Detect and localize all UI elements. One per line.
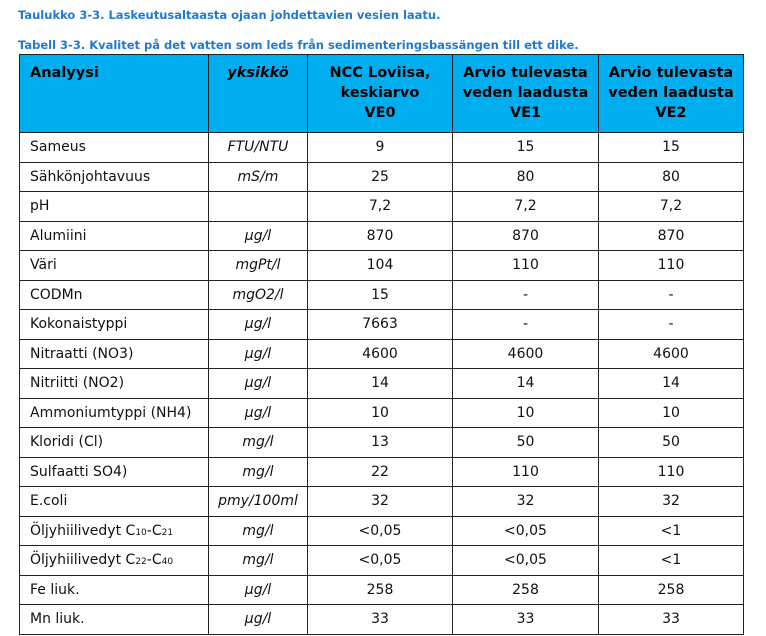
cell-ve0: 870 bbox=[308, 221, 453, 251]
cell-ve0: 104 bbox=[308, 251, 453, 281]
cell-ve1: 15 bbox=[453, 133, 599, 163]
cell-ve2: 870 bbox=[599, 221, 744, 251]
table-row bbox=[20, 280, 744, 310]
cell-analysis-name bbox=[20, 516, 209, 546]
cell-unit: mg/l bbox=[209, 457, 308, 487]
cell-unit: µg/l bbox=[209, 310, 308, 340]
cell-ve1: 258 bbox=[453, 575, 599, 605]
cell-ve2: - bbox=[599, 280, 744, 310]
cell-ve2: <1 bbox=[599, 516, 744, 546]
cell-ve0: 22 bbox=[308, 457, 453, 487]
cell-ve1: - bbox=[453, 280, 599, 310]
cell-unit: µg/l bbox=[209, 398, 308, 428]
cell-ve1: - bbox=[453, 310, 599, 340]
cell-analysis-name: pH bbox=[20, 192, 209, 222]
header-ve1-line1: Arvio tulevasta bbox=[463, 65, 588, 81]
cell-ve0: <0,05 bbox=[308, 546, 453, 576]
cell-unit: FTU/NTU bbox=[209, 133, 308, 163]
table-caption-finnish: Taulukko 3-3. Laskeutusaltaasta ojaan johdettavien vesien laatu. bbox=[18, 8, 441, 22]
table-row bbox=[20, 398, 744, 428]
cell-ve2: 110 bbox=[599, 251, 744, 281]
table-row bbox=[20, 487, 744, 517]
header-unit: yksikkö bbox=[209, 55, 308, 133]
cell-ve0: <0,05 bbox=[308, 516, 453, 546]
table-row bbox=[20, 575, 744, 605]
cell-ve2: 32 bbox=[599, 487, 744, 517]
table-row bbox=[20, 428, 744, 458]
table-row bbox=[20, 546, 744, 576]
table-row bbox=[20, 516, 744, 546]
header-ve2-line3: VE2 bbox=[655, 105, 687, 121]
subscript: 10 bbox=[135, 527, 147, 538]
header-ve0 bbox=[308, 55, 453, 133]
cell-ve2: 14 bbox=[599, 369, 744, 399]
header-ve2-line2: veden laadusta bbox=[608, 85, 734, 101]
cell-unit: mg/l bbox=[209, 546, 308, 576]
table-row bbox=[20, 369, 744, 399]
cell-ve2: 7,2 bbox=[599, 192, 744, 222]
cell-unit: µg/l bbox=[209, 339, 308, 369]
cell-ve1: 870 bbox=[453, 221, 599, 251]
cell-ve0: 32 bbox=[308, 487, 453, 517]
cell-analysis-name: Nitraatti (NO3) bbox=[20, 339, 209, 369]
table-caption-swedish: Tabell 3-3. Kvalitet på det vatten som leds från sedimenteringsbassängen till ett dike. bbox=[18, 38, 579, 52]
cell-analysis-name: CODMn bbox=[20, 280, 209, 310]
cell-analysis-name: Kokonaistyppi bbox=[20, 310, 209, 340]
cell-analysis-name: E.coli bbox=[20, 487, 209, 517]
name-part: Öljyhiilivedyt C bbox=[30, 552, 136, 569]
water-quality-table bbox=[19, 54, 744, 635]
cell-ve0: 15 bbox=[308, 280, 453, 310]
table-row bbox=[20, 310, 744, 340]
table-row bbox=[20, 192, 744, 222]
cell-ve0: 33 bbox=[308, 605, 453, 635]
cell-ve2: <1 bbox=[599, 546, 744, 576]
cell-ve2: 33 bbox=[599, 605, 744, 635]
cell-unit bbox=[209, 192, 308, 222]
table-row bbox=[20, 457, 744, 487]
cell-ve2: 80 bbox=[599, 162, 744, 192]
cell-ve0: 9 bbox=[308, 133, 453, 163]
cell-analysis-name: Nitriitti (NO2) bbox=[20, 369, 209, 399]
header-ve1 bbox=[453, 55, 599, 133]
cell-ve0: 258 bbox=[308, 575, 453, 605]
cell-ve1: 10 bbox=[453, 398, 599, 428]
cell-ve2: 10 bbox=[599, 398, 744, 428]
cell-analysis-name: Alumiini bbox=[20, 221, 209, 251]
cell-ve0: 7663 bbox=[308, 310, 453, 340]
subscript: 40 bbox=[161, 557, 174, 568]
cell-analysis-name: Mn liuk. bbox=[20, 605, 209, 635]
name-part: Öljyhiilivedyt C bbox=[30, 522, 136, 539]
header-ve0-line2: keskiarvo bbox=[340, 85, 420, 101]
cell-analysis-name: Sulfaatti SO4) bbox=[20, 457, 209, 487]
cell-unit: pmy/100ml bbox=[209, 487, 308, 517]
header-ve0-line1: NCC Loviisa, bbox=[329, 65, 431, 81]
header-ve1-line3: VE1 bbox=[509, 105, 542, 121]
cell-ve1: 80 bbox=[453, 162, 599, 192]
table-row bbox=[20, 605, 744, 635]
cell-ve0: 10 bbox=[308, 398, 453, 428]
cell-ve1: 110 bbox=[453, 457, 599, 487]
cell-ve2: 4600 bbox=[599, 339, 744, 369]
cell-ve0: 13 bbox=[308, 428, 453, 458]
cell-ve1: 7,2 bbox=[453, 192, 599, 222]
cell-analysis-name: Ammoniumtyppi (NH4) bbox=[20, 398, 209, 428]
cell-ve2: 110 bbox=[599, 457, 744, 487]
name-part: -C bbox=[146, 552, 162, 569]
cell-analysis-name: Kloridi (Cl) bbox=[20, 428, 209, 458]
cell-ve1: 32 bbox=[453, 487, 599, 517]
cell-ve1: 14 bbox=[453, 369, 599, 399]
cell-ve0: 4600 bbox=[308, 339, 453, 369]
cell-ve0: 25 bbox=[308, 162, 453, 192]
cell-ve1: 110 bbox=[453, 251, 599, 281]
cell-unit: mS/m bbox=[209, 162, 308, 192]
cell-ve1: 50 bbox=[453, 428, 599, 458]
cell-ve0: 7,2 bbox=[308, 192, 453, 222]
table-header-row bbox=[20, 55, 744, 133]
cell-ve1: <0,05 bbox=[453, 516, 599, 546]
cell-unit: mgPt/l bbox=[209, 251, 308, 281]
cell-unit: mg/l bbox=[209, 516, 308, 546]
header-ve0-line3: VE0 bbox=[364, 105, 396, 121]
cell-ve2: - bbox=[599, 310, 744, 340]
cell-analysis-name: Väri bbox=[20, 251, 209, 281]
subscript: 22 bbox=[135, 557, 147, 568]
cell-unit: mgO2/l bbox=[209, 280, 308, 310]
header-ve1-line2: veden laadusta bbox=[462, 85, 589, 101]
cell-ve2: 50 bbox=[599, 428, 744, 458]
table-row bbox=[20, 133, 744, 163]
cell-ve1: 4600 bbox=[453, 339, 599, 369]
table-row bbox=[20, 162, 744, 192]
table-row bbox=[20, 339, 744, 369]
cell-ve1: 33 bbox=[453, 605, 599, 635]
header-analysis: Analyysi bbox=[20, 55, 209, 133]
cell-unit: µg/l bbox=[209, 605, 308, 635]
cell-ve2: 258 bbox=[599, 575, 744, 605]
cell-analysis-name: Sameus bbox=[20, 133, 209, 163]
cell-ve1: <0,05 bbox=[453, 546, 599, 576]
table-row bbox=[20, 221, 744, 251]
subscript: 21 bbox=[161, 527, 174, 538]
header-ve2 bbox=[599, 55, 744, 133]
cell-analysis-name: Fe liuk. bbox=[20, 575, 209, 605]
table-row bbox=[20, 251, 744, 281]
cell-ve2: 15 bbox=[599, 133, 744, 163]
cell-unit: mg/l bbox=[209, 428, 308, 458]
cell-unit: µg/l bbox=[209, 221, 308, 251]
cell-ve0: 14 bbox=[308, 369, 453, 399]
cell-unit: µg/l bbox=[209, 369, 308, 399]
cell-unit: µg/l bbox=[209, 575, 308, 605]
cell-analysis-name: Sähkönjohtavuus bbox=[20, 162, 209, 192]
header-ve2-line1: Arvio tulevasta bbox=[608, 65, 734, 81]
name-part: -C bbox=[146, 522, 162, 539]
cell-analysis-name bbox=[20, 546, 209, 576]
